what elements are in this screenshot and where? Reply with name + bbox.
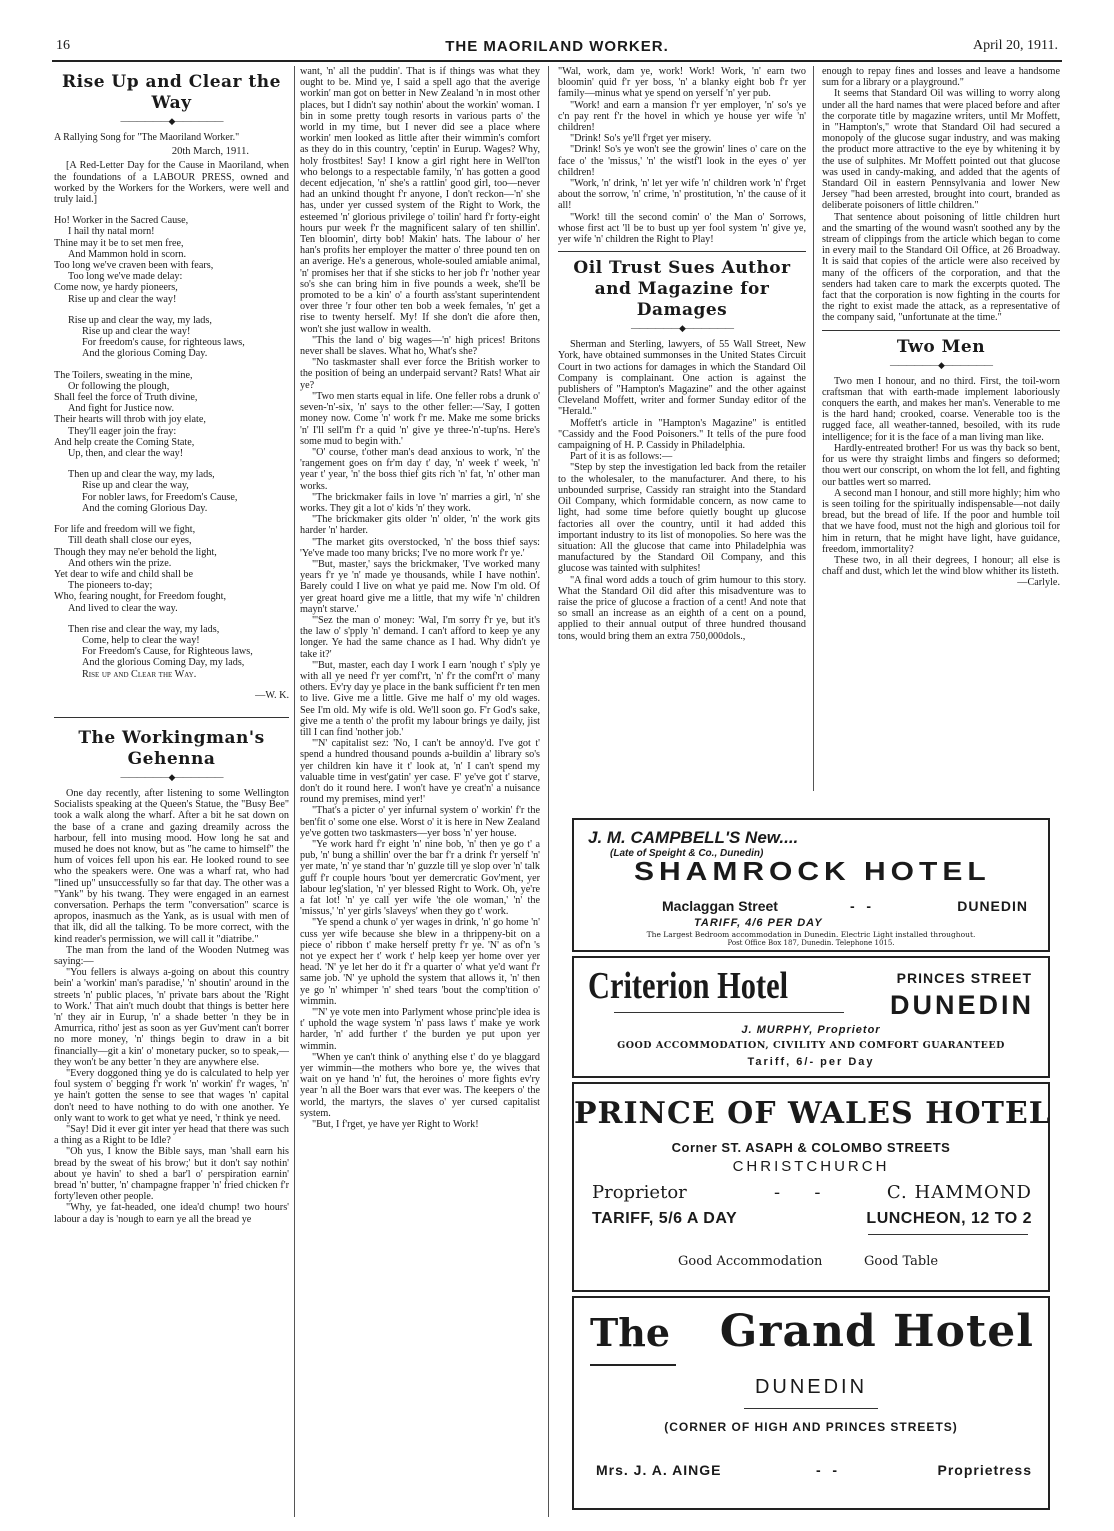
poem-line: The Toilers, sweating in the mine, — [54, 369, 193, 381]
paragraph: "Say! Did it ever git inter yer head that there was such a thing as a Right to be Idle? — [54, 1124, 289, 1147]
ad-prince-of-wales-hotel — [572, 1082, 1050, 1292]
paragraph: Sherman and Sterling, lawyers, of 55 Wall Street, New York, have obtained summonses in the United States Circuit Court in two actions for damages in which the Standard Oil Company is complainant. One action is against the publishers of "Hampton's Magazine" and the other against Cleveland Moffett, writer and former Sunday editor of the "Herald." — [558, 339, 806, 418]
paragraph: Moffett's article in "Hampton's Magazine" is entitled "Cassidy and the Food Poisoners." It tells of the pure food campaigning of H. P. Cassidy in Philadelphia. — [558, 417, 806, 452]
ad-prince-luncheon: LUNCHEON, 12 TO 2 — [866, 1210, 1032, 1227]
ornament-divider: ——————◆—————— — [890, 359, 992, 370]
ad-criterion-name: Criterion Hotel — [588, 965, 789, 1007]
article-title-two-men: Two Men — [896, 336, 986, 357]
paragraph: "Ye work hard f'r eight 'n' nine bob, 'n' then ye go t' a pub, 'n' bung a shillin' over the bar f'r a drink f'r yerself 'n' yer mate, 'n' ye stand thar 'n' guzzle till ye slop over 'n' talk guff f'r couple hours 'bout yer demercratic Gov'ment, yer labour leg'slation, 'n' yer blessed Right to Work. Oh, ye're a fat lot! 'n' ye call yer wife 'the ole woman,' 'n' the 'missus,' 'n' yer girls 'slaveys' when they go t' work. — [300, 839, 540, 918]
paragraph: It seems that Standard Oil was willing to worry along under all the hard names that were placed before and after the corporate title by magazine writers, until Mr Moffett, in "Hampton's," wrote that Standard Oil had secured a monopoly of the glucose sugar industry, and was making the product more attractive to the eye by whitening it by the use of sulphites. Mr Moffett pointed out that glucose was used in candy-making, and added that the agents of Standard Oil in eastern Pennsylvania and lower New Jersey "had been arrested, brought into court, branded as deliberate poisoners of little children." — [822, 88, 1060, 212]
poem-stanza — [54, 315, 289, 360]
ad-flourish — [744, 1408, 878, 1409]
poem-line: The pioneers to-day; — [68, 580, 153, 592]
paragraph: "Wal, work, dam ye, work! Work! Work, 'n' earn two bloomin' quid f'r yer boss, 'n' a blanky eight bob f'r yer family—minus what ye spend on yerself 'n' yer pub. — [558, 66, 806, 100]
poem-line: Rise up and clear the way! — [82, 326, 191, 338]
paragraph: "The market gits overstocked, 'n' the boss thief says: 'Ye've made too many bricks; I've no more work f'r ye.' — [300, 536, 540, 559]
poem-date: 20th March, 1911. — [171, 146, 249, 158]
page-number: 16 — [56, 38, 70, 53]
masthead: THE MAORILAND WORKER. — [445, 38, 669, 55]
ad-prince-table: Good Table — [864, 1254, 939, 1269]
article-title-rise-up — [54, 72, 289, 114]
title-line: The Workingman's — [78, 727, 265, 748]
title-line: Gehenna — [127, 748, 216, 769]
poem-stanza — [54, 215, 289, 305]
gehenna-continued — [300, 66, 540, 1130]
ad-flourish — [614, 1012, 844, 1013]
paragraph: "But, I f'rget, ye have yer Right to Work! — [312, 1119, 479, 1131]
paragraph: "Two men starts equal in life. One feller robs a drunk o' seven-'n'-six, 'n' says to the other feller:—'Say, I gotten money now. Come 'n' work f'r me. Make me some bricks 'n' I'll sell'm f'r a quid 'n' give ye three-'n'-tup'ns. Here's some mud to begin with.' — [300, 390, 540, 447]
poem-line: Yet dear to wife and child shall be — [54, 568, 194, 580]
ad-criterion-city: DUNEDIN — [889, 990, 1034, 1020]
article-rule — [54, 717, 289, 718]
poem-line: Or following the plough, — [68, 380, 170, 392]
paragraph: "This the land o' big wages—'n' high prices! Britons never shall be slaves. What ho, What's she? — [300, 334, 540, 358]
ad-shamrock-name: SHAMROCK HOTEL — [634, 858, 991, 887]
title-line: Oil Trust Sues Author — [573, 258, 791, 279]
ad-prince-corner: Corner ST. ASAPH & COLOMBO STREETS — [671, 1140, 951, 1155]
paragraph: "Ye spend a chunk o' yer wages in drink, 'n' go home 'n' cuss yer wife because she blew in a thrippeny-bit on a piece o' ribbon t' make herself pretty f'r ye. 'N' as of'n 's not ye expect her t' work t' help keep yer home over yer head. 'N' ye let her do it f'r a quarter o' what ye'd want f'r same job. 'N' ye uphold the system that allows it, 'n' then ye go 'n' whimper 'n' shed tears 'bout the comp'tition o' wimmin. — [300, 917, 540, 1007]
column-divider — [548, 66, 549, 1517]
poem-line: And the glorious Coming Day. — [82, 348, 208, 360]
gehenna-conclusion — [558, 66, 806, 245]
poem-line: Then rise and clear the way, my lads, — [68, 623, 220, 635]
ad-campbell-sub: (Late of Speight & Co., Dunedin) — [610, 848, 764, 859]
poem-line: Come, help to clear the way! — [82, 634, 200, 646]
ad-grand-hotel — [572, 1296, 1050, 1510]
column-2 — [300, 66, 540, 1517]
header-rule — [52, 60, 1062, 62]
ad-prince-name: PRINCE OF WALES HOTEL — [574, 1096, 1051, 1131]
paragraph: Two men I honour, and no third. First, the toil-worn craftsman that with earth-made implement laboriously conquers the earth, and makes her man's. Venerable to me is the hard hand; crooked, coarse. Venerable too is the rugged face, all weather-tanned, besoiled, with its rude intelligence; for it is the face of a man living man like. — [822, 375, 1060, 443]
paragraph: "'N' ye vote men into Parlyment whose princ'ple idea is t' uphold the wage system 'n' pass laws t' make ye work harder, 'n' add further t' the burden ye put upon yer wimmin. — [300, 1007, 540, 1052]
paragraph: "That's a picter o' yer infurnal system o' workin' f'r the ben'fit o' some one else. Worst o' it is here in New Zealand ye've gotten two taskmasters—yer boss 'n' yer house. — [300, 805, 540, 839]
oil-trust-body — [558, 339, 806, 641]
article-title-oil-trust — [558, 258, 806, 321]
paragraph: "Why, ye fat-headed, one idea'd chump! two hours' labour a day is 'nough to earn ye all the bread ye — [54, 1202, 289, 1225]
paragraph: "Every doggoned thing ye do is calculated to help yer foul system o' begging f'r work 'n' workin' f'r wages, 'n' ye hain't gotten the sense to see that wages 'n' capital don't need to have nothing to do with one another. Ye only want to work to get what ye need, 'r think ye need. — [54, 1068, 289, 1124]
column-4 — [822, 66, 1060, 751]
ad-grand-proprietress: Mrs. J. A. AINGE — [596, 1462, 722, 1478]
poem-line: And help create the Coming State, — [54, 436, 195, 448]
ad-shamrock-city: DUNEDIN — [957, 898, 1028, 914]
paragraph: "Oh yus, I know the Bible says, man 'shall earn his bread by the sweat of his brow;' but it don't say nothin' about ye havin' to shed a bar'l o' perspiration earnin' bread 'n' butter, 'n' champagne frapper 'n' fried chicken f'r forty'leven other people. — [54, 1146, 289, 1203]
ad-criterion-street: PRINCES STREET — [896, 970, 1032, 986]
ad-grand-city: DUNEDIN — [754, 1376, 868, 1398]
title-line: Way — [151, 93, 192, 113]
paragraph: "'But, master, each day I work I earn 'nough t' s'ply ye with all ye need f'r yer comf'rt, 'n' f'r the comf'rt o' many others. Ev'ry day ye place in the bank sufficient f'r ten men to live. Give me a little. Give me half o' my old wages. See I'm old. My wife is old. We'll soon go. F'r God's sake, give me a tenth o' the profit my labour brings ye daily, jist till I can find 'nother job.' — [300, 659, 540, 738]
paragraph: "No taskmaster shall ever force the British worker to the position of being an underpaid servant? Rats! What air ye? — [300, 357, 540, 391]
ornament-divider: ——————◆—————— — [120, 116, 223, 126]
poem-line: Rise up and clear the way! — [68, 293, 177, 305]
ad-grand-corner: (CORNER OF HIGH AND PRINCES STREETS) — [664, 1420, 958, 1434]
ad-dash: - - — [816, 1462, 837, 1478]
poem-line: Till death shall close our eyes, — [68, 535, 192, 547]
paragraph: "Work, 'n' drink, 'n' let yer wife 'n' children work 'n' f'rget about the sorrow, 'n' crime, 'n' prostitution, 'n' the cause of it all! — [558, 178, 806, 212]
poem-stanza — [54, 469, 289, 514]
paragraph: enough to repay fines and losses and leave a handsome sum for a library or a playground." — [822, 66, 1060, 89]
title-line: Rise Up and Clear the — [62, 72, 281, 92]
paragraph: "'Sez the man o' money: 'Wal, I'm sorry f'r ye, but it's the law o' s'pply 'n' demand. I can't afford to keep ye any longer. Ye had the same chance as I had. Why didn't ye take it?' — [300, 614, 540, 660]
gehenna-body — [54, 788, 289, 1225]
paragraph: "When ye can't think o' anything else t' do ye blaggard yer wimmin—the mothers who bore ye, the wives that wait on ye hand 'n' fut, the heroines o' more fights ev'ry year 'n all the Boer wars that ever was. The keepers o' the world, the martyrs, the slaves o' yer cursed capitalist system. — [300, 1051, 540, 1119]
paragraph: A second man I honour, and still more highly; him who is seen toiling for the spiritually indispensable—not daily bread, but the bread of life. If the poor and humble toil that we have food, must not the high and glorious toil for him in return, that he might have light, have guidance, freedom, immortality? — [822, 487, 1060, 555]
poem-line: For freedom's cause, for righteous laws, — [82, 337, 245, 349]
ad-prince-accommodation: Good Accommodation — [678, 1254, 823, 1269]
poem-stanza — [54, 624, 289, 680]
page-header — [56, 38, 1058, 60]
poem-line: Come now, ye hardy pioneers, — [54, 282, 178, 294]
poem-stanza — [54, 524, 289, 614]
article-rule — [558, 251, 806, 252]
poem-body — [54, 215, 289, 680]
poem-line: And others win the prize. — [68, 557, 172, 569]
paragraph: "Work! and earn a mansion f'r yer employer, 'n' so's ye c'n pay rent f'r the hovel in which ye house yer wife 'n' children! — [558, 99, 806, 134]
paragraph: "Drink! So's ye won't see the growin' lines o' care on the face o' the 'missus,' 'n' the wistf'l look in the eyes o' yer children! — [558, 144, 806, 178]
oil-trust-continued — [822, 66, 1060, 324]
poem-line: Rise up and clear the way, my lads, — [68, 314, 212, 326]
ad-shamrock-tariff: TARIFF, 4/6 PER DAY — [694, 917, 823, 929]
poem-line: Too long we've made delay: — [68, 271, 183, 283]
paragraph: "Step by step the investigation led back from the retailer to the wholesaler, to the manufacturer. And there, to his unbounded surprise, Cassidy ran straight into the Standard Oil Company, which formidable concern, as now came to light, had some time before quietly bought up glucose factories all over the country, until it had added this important industry to its list of monopolies. So here was the situation: All the glucose that came into Philadelphia was manufactured by the Standard Oil Company, and this glucose was tainted with sulphites! — [558, 462, 806, 575]
ad-grand-name: Grand Hotel — [719, 1306, 1034, 1357]
ad-prince-proprietor: C. HAMMOND — [886, 1182, 1032, 1203]
poem-line: Then up and clear the way, my lads, — [68, 469, 215, 481]
ad-prince-city: CHRISTCHURCH — [732, 1158, 890, 1175]
ad-criterion-hotel — [572, 956, 1050, 1078]
paragraph: "You fellers is always a-going on about this country bein' a 'workin' man's paradise,' 'n' shoutin' around in the streets 'n' public places, 'n' private bars about the 'Right to Work.' That ain't much doubt that things is better here 'n' they air in Eurup, 'n' a shade better 'n they be in Amurrica, ritho' jest as soon as yer Guv'ment can't borrer no more money, 'n' things begin to draw in a bit financially—git a kin' o' monetary pucker, so to speak,—they won't be any better 'n they are anywhere else. — [54, 967, 289, 1068]
paragraph: "O' course, t'other man's dead anxious to work, 'n' the 'rangement goes on fr'm day t' day, 'n' week t' week, 'n' year t' year, 'n' the boss thief gits rich 'n' fat, 'n' other man works. — [300, 446, 540, 492]
paragraph: "Work! till the second comin' o' the Man o' Sorrows, whose first act 'll be to bust up yer fool system 'n' give ye, yer wife 'n' children the Right to Play! — [558, 211, 806, 246]
paragraph: Hardly-entreated brother! For us was thy back so bent, for us were thy straight limbs and fingers so deformed; thou wert our conscript, on whom the lot fell, and fighting our battles wert so marred. — [822, 442, 1060, 488]
paragraph: "The brickmaker gits older 'n' older, 'n' the work gits harder 'n' harder. — [300, 514, 540, 537]
ad-criterion-tagline: GOOD ACCOMMODATION, CIVILITY AND COMFORT GUARANTEED — [617, 1040, 1005, 1051]
two-men-signature: —Carlyle. — [1017, 577, 1060, 589]
column-1 — [54, 66, 289, 1517]
ad-dash: - - — [850, 898, 871, 914]
poem-line: Rise up and Clear the Way. — [82, 668, 197, 680]
paragraph: "A final word adds a touch of grim humour to this story. What the Standard Oil did after this misadventure was to raise the price of glucose a fraction of a cent! And note that so small an increase as an eighth of a cent on a pound, applied to their annual output of three hundred thousand tons, would bring them an extra 750,000dols., — [558, 574, 806, 642]
ad-grand-title: Proprietress — [937, 1462, 1032, 1478]
poem-line: And the glorious Coming Day, my lads, — [82, 657, 245, 669]
issue-date: April 20, 1911. — [972, 38, 1058, 53]
poem-line: And lived to clear the way. — [68, 602, 178, 614]
ad-prince-proprietor-label: Proprietor — [592, 1182, 687, 1203]
poem-line: I hail thy natal morn! — [68, 226, 155, 238]
ornament-divider: ——————◆—————— — [120, 771, 223, 782]
paragraph: "'N' capitalist sez: 'No, I can't be annoy'd. I've got t' spend a hundred thousand pounds a-buildin a' library so's yer children kin have it t' look at, 'n' I can't spend my valuable time in vest'gatin' yer case. F' ye've got t' starve, don't do it round here. I won't have ye creat'n' a nuisance round my premises, mind yer!' — [300, 738, 540, 806]
poem-line: And the coming Glorious Day. — [82, 502, 208, 514]
ad-grand-the: The — [590, 1310, 671, 1355]
poem-intro: [A Red-Letter Day for the Cause in Maoriland, when the foundations of a LABOUR PRESS, owned and worked by the Workers for the Workers, were well and truly laid.] — [54, 160, 289, 206]
poem-line: Up, then, and clear the way! — [68, 448, 184, 460]
poem-line: Shall feel the force of Truth divine, — [54, 392, 198, 404]
paragraph: The man from the land of the Wooden Nutmeg was saying:— — [54, 944, 289, 967]
ad-shamrock-contact: Post Office Box 187, Dunedin. Telephone 1015. — [727, 939, 895, 947]
poem-line: For nobler laws, for Freedom's Cause, — [82, 491, 238, 503]
paragraph: want, 'n' all the puddin'. That is if things was what they ought to be. Mind ye, I said a spell ago that the averige workin' man got on better in New Zealand 'n in most other places, but I didn't say nothin' about the workin' woman. I bin in some pretty tough resorts in various parts o' the world in my time, but I never did see a place where workin' men looked as little after their wimmin's comfort as they do in this country, 'ceptin' in Eurup. Wages? Why, holy frostbites! Say! I know a girl right here in Well'ton who belongs to a respectable family, 'n' has gotten a good decent edjecation, 'n' she's a rattlin' good girl, too—never had an unkind thought f'r anyone, I don't reckon—'n' she has, under yer cussed system of the Right to Work, the esteemed 'n' glorious privilege o' toilin' hard f'r forty-eight hours pur week f'r the magnificent salary of ten shillin'. Ten bloomin', dirty bob! Makin' hats. The labour o' her han's profits her employer the matter o' three pound ten on an averige. He's a generous, whole-souled amiable animal, 'n' promises her that if she sticks to her job f'r 'nother year so's she can bring him in five pounds a week, she'll be promoted to be a kin' o' a fourth ass'stant superintendent over three 'r four other ten bob a week females, 'n' get a rise to twenty herself. My! If she don't die afore then, won't she just wallow in wealth. — [300, 66, 540, 335]
ad-dash: - - — [774, 1182, 821, 1203]
poem-line: And Mammon hold in scorn. — [68, 248, 186, 260]
paragraph: "Drink! So's ye'll f'rget yer misery. — [570, 133, 712, 145]
paragraph: One day recently, after listening to some Wellington Socialists speaking at the Queen's Statue, the "Busy Bee" took a walk along the wharf. After a bit he sat down on the base of a crane and gazing dreamily across the harbour, fell into musing mood. How long he sat and mused he does not know, but as "he came to himself" the hum of voices fell upon his ear. He looked round to see who the speakers were. One was a wharf rat, who had "lined up" unsuccessfully so far that day. The other was a "Yank" by his twang. They were engaged in an earnest conversation. Perhaps the term "conversation" scarce is apropos, inasmuch as the Yank, as is usual with men of that ilk, did all the talking. To be more correct, with the kind reader's permission, we will call it "diatribe." — [54, 787, 289, 945]
poem-line: Though they may ne'er behold the light, — [54, 546, 217, 558]
column-divider — [813, 66, 814, 791]
column-3 — [558, 66, 806, 751]
poem-subtitle: A Rallying Song for "The Maoriland Worker." — [54, 132, 240, 143]
ad-underline — [590, 1364, 676, 1366]
two-men-body — [822, 376, 1060, 578]
paragraph: Part of it is as follows:— — [570, 451, 673, 463]
ornament-divider: ——————◆—————— — [631, 323, 733, 334]
ad-shamrock-street: Maclaggan Street — [662, 898, 778, 914]
ad-shamrock-note: The Largest Bedroom accommodation in Dunedin. Electric Light installed throughout. — [646, 930, 976, 939]
poem-line: Thine may it be to set men free, — [54, 237, 184, 249]
column-divider — [294, 66, 295, 1517]
title-line: Damages — [636, 300, 728, 321]
poem-line: For life and freedom will we fight, — [54, 524, 196, 536]
ad-underline — [868, 1234, 1028, 1235]
paragraph: These two, in all their degrees, I honour; all else is chaff and dust, which let the wind blow whither its listeth. — [822, 554, 1060, 578]
article-rule — [822, 330, 1060, 331]
poem-line: And fight for Justice now. — [68, 403, 175, 415]
article-title-gehenna — [54, 728, 289, 770]
paragraph: "The brickmaker fails in love 'n' marries a girl, 'n' she works. They git a lot o' kids 'n' they work. — [300, 491, 540, 514]
paragraph: That sentence about poisoning of little children hurt and the smarting of the wound wasn't soothed any by the stream of clippings from the article which began to come in every mail to the Standard Oil Office, at 26 Broadway. It is said that copies of the article were also received by many of the officers of the corporation, and that the senders had taken care to mark the excerpts quoted. The fact that the corporation is now fighting in the courts for the right to exist made the attack, as a representative of the company said, "unfortunate at the time." — [822, 211, 1060, 324]
poem-line: Who, fearing nought, for Freedom fought, — [54, 591, 227, 603]
ad-prince-tariff: TARIFF, 5/6 A DAY — [592, 1210, 738, 1227]
title-line: and Magazine for — [594, 279, 770, 300]
poem-line: They'll eager join the fray: — [68, 425, 177, 437]
poem-stanza — [54, 370, 289, 460]
poem-line: Too long we've craven been with fears, — [54, 260, 214, 272]
ad-campbell-heading: J. M. CAMPBELL'S New.... — [588, 828, 799, 847]
paragraph: "'But, master,' says the brickmaker, 'I've worked many years f'r ye 'n' made ye thousands, while I have nothin'. Barely could I live on what ye paid me. Now I'm old. Of yer great hoard give me a little, that my wife 'n' children mayn't starve.' — [300, 558, 540, 615]
poem-line: Their hearts will throb with joy elate, — [54, 414, 206, 426]
poem-line: Ho! Worker in the Sacred Cause, — [54, 215, 189, 227]
poem-line: For Freedom's Cause, for Righteous laws, — [82, 646, 253, 658]
poem-signature: —W. K. — [255, 689, 289, 701]
ad-criterion-tariff: Tariff, 6/- per Day — [747, 1056, 875, 1068]
poem-line: Rise up and clear the way, — [82, 480, 189, 492]
ad-shamrock-hotel — [572, 818, 1050, 952]
ad-criterion-proprietor: J. MURPHY, Proprietor — [741, 1024, 881, 1036]
